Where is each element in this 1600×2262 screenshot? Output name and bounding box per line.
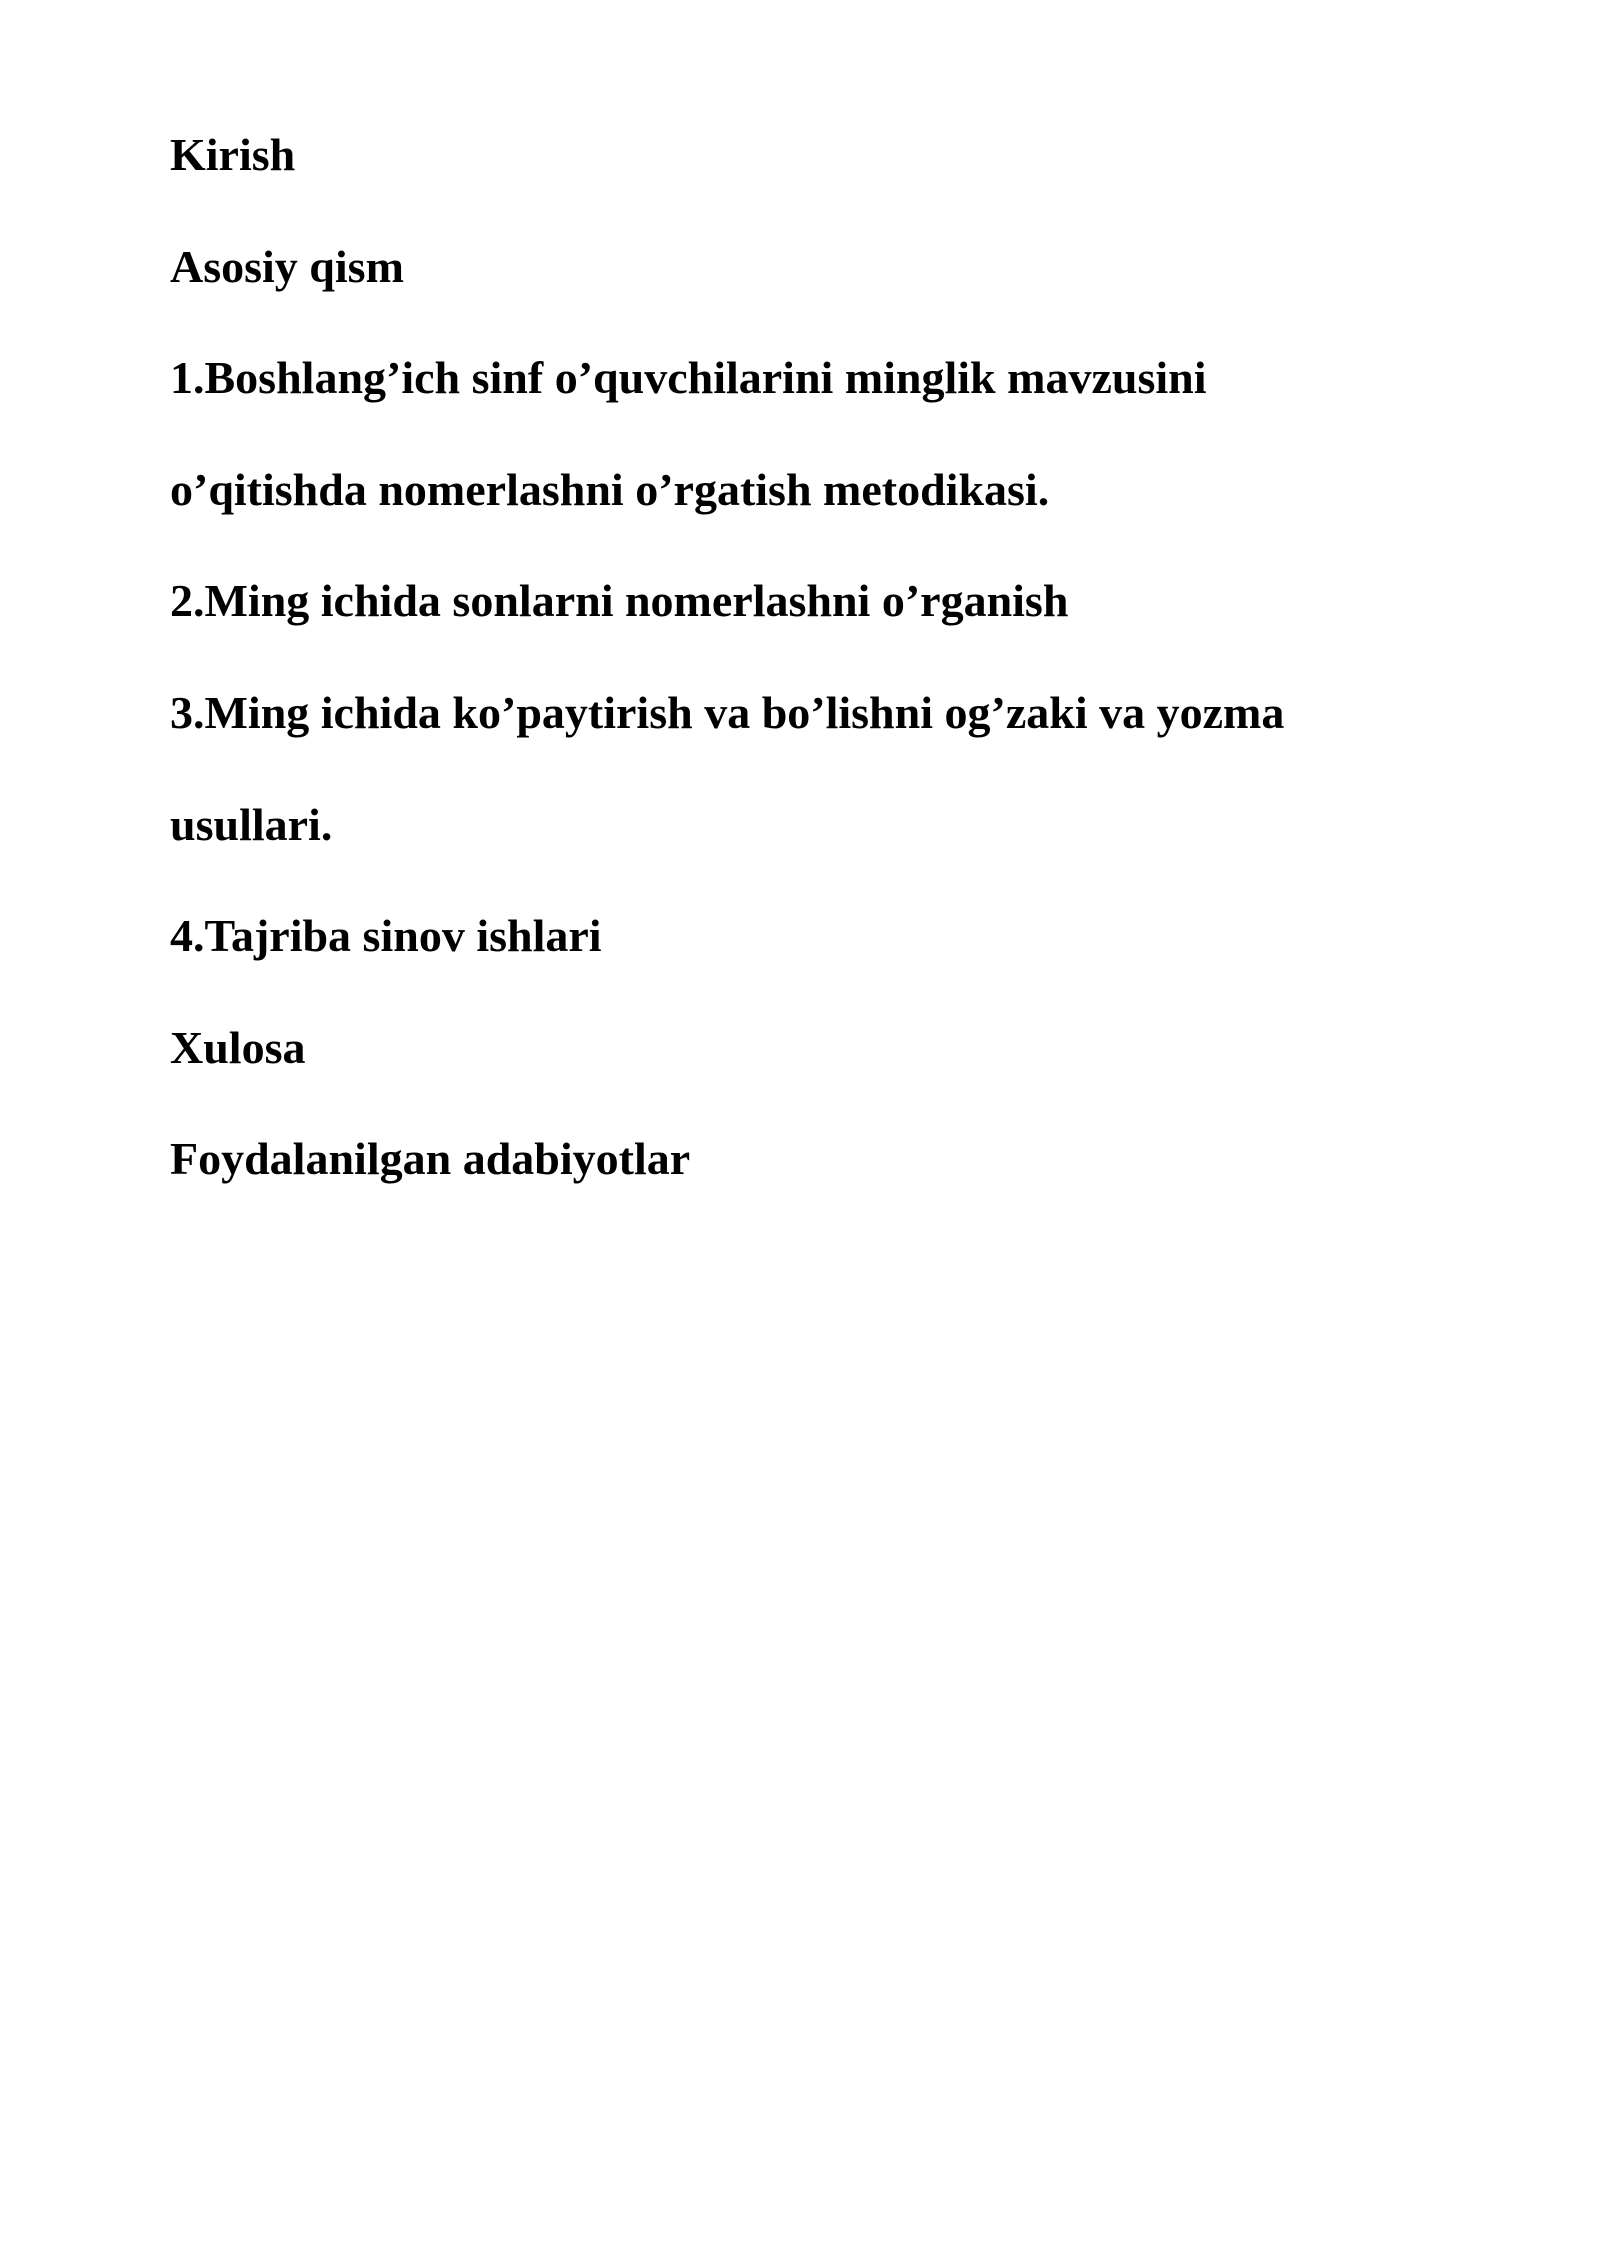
toc-item-3-line-2: usullari. bbox=[170, 799, 333, 850]
toc-item-2: 2.Ming ichida sonlarni nomerlashni o’rganish bbox=[170, 575, 1069, 626]
toc-item-4: 4.Tajriba sinov ishlari bbox=[170, 910, 602, 961]
toc-item-3-line-1: 3.Ming ichida ko’paytirish va bo’lishni og’zaki va yozma bbox=[170, 687, 1285, 738]
toc-item-asosiy-qism: Asosiy qism bbox=[170, 241, 404, 292]
toc-item-adabiyotlar: Foydalanilgan adabiyotlar bbox=[170, 1133, 691, 1184]
toc-item-1-line-1: 1.Boshlang’ich sinf o’quvchilarini minglik mavzusini bbox=[170, 352, 1207, 403]
toc-item-1-line-2: o’qitishda nomerlashni o’rgatish metodikasi. bbox=[170, 464, 1050, 515]
toc-item-kirish: Kirish bbox=[170, 129, 296, 180]
toc-item-xulosa: Xulosa bbox=[170, 1022, 306, 1073]
